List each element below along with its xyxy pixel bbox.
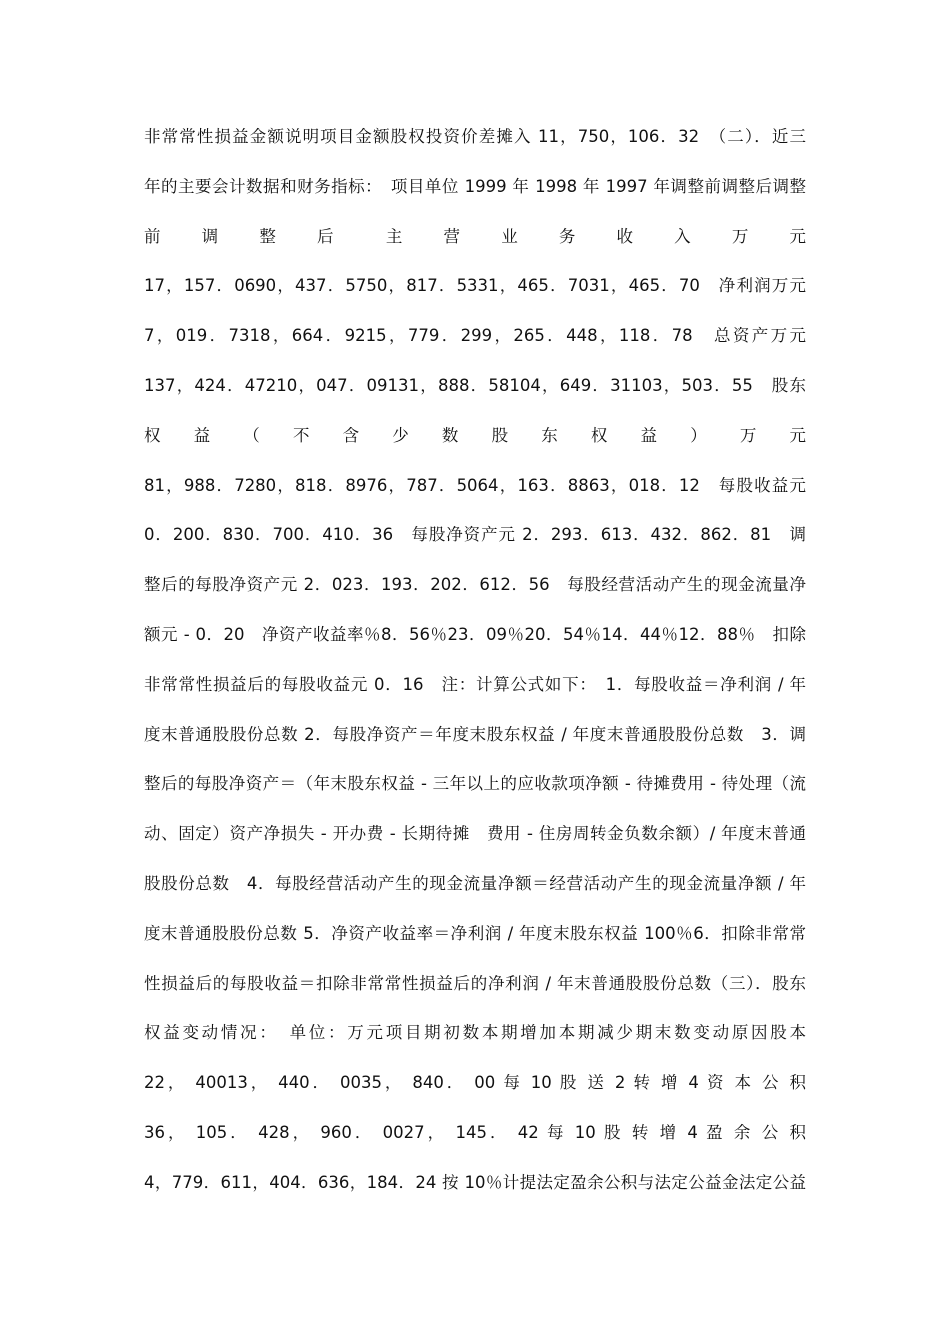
text-line: 整后的每股净资产元 2．023．193．202．612．56 每股经营活动产生的现金流量净 <box>144 575 806 595</box>
text-line: 非常常性损益后的每股收益元 0．16 注：计算公式如下： 1．每股收益＝净利润 / 年 <box>144 674 806 694</box>
text-line: 权 益 （ 不 含 少 数 股 东 权 益 ） 万 元 <box>144 425 806 445</box>
text-line: 0．200．830．700．410．36 每股净资产元 2．293．613．432．862．81 调 <box>144 525 806 545</box>
text-line: 22， 40013， 440． 0035， 840． 00 每 10 股 送 2 转 增 4 资 本 公 积 <box>144 1073 806 1093</box>
text-line: 整后的每股净资产＝（年末股东权益 - 三年以上的应收款项净额 - 待摊费用 - 待处理（流 <box>144 774 806 794</box>
text-line: 额元 - 0．20 净资产收益率％8．56％23．09％20．54％14．44％12．88％ 扣除 <box>144 624 806 644</box>
text-line: 股股份总数 4．每股经营活动产生的现金流量净额＝经营活动产生的现金流量净额 / 年 <box>144 873 806 893</box>
text-line: 36， 105． 428， 960． 0027， 145． 42 每 10 股 转 增 4 盈 余 公 积 <box>144 1122 806 1142</box>
text-line: 年的主要会计数据和财务指标： 项目单位 1999 年 1998 年 1997 年调整前调整后调整 <box>144 176 806 196</box>
text-line: 度末普通股股份总数 2．每股净资产＝年度末股东权益 / 年度末普通股股份总数 3．调 <box>144 724 806 744</box>
text-line: 动、固定）资产净损失 - 开办费 - 长期待摊 费用 - 住房周转金负数余额）/ 年度末普通 <box>144 824 806 844</box>
text-line: 7，019．7318，664．9215，779．299，265．448，118．78 总资产万元 <box>144 326 806 346</box>
text-line: 度末普通股股份总数 5．净资产收益率＝净利润 / 年度末股东权益 100％6．扣除非常常 <box>144 923 806 943</box>
text-line: 权益变动情况： 单位：万元项目期初数本期增加本期减少期末数变动原因股本 <box>144 1023 806 1043</box>
text-line: 前 调 整 后 主 营 业 务 收 入 万 元 <box>144 226 806 246</box>
text-line: 137，424．47210，047．09131，888．58104，649．31103，503．55 股东 <box>144 375 806 395</box>
text-line: 非常常性损益金额说明项目金额股权投资价差摊入 11，750，106．32 （二）．近三 <box>144 127 806 146</box>
body-text <box>144 112 806 1208</box>
text-line: 性损益后的每股收益＝扣除非常常性损益后的净利润 / 年末普通股股份总数（三）．股东 <box>144 973 806 993</box>
text-line: 4，779．611，404．636，184．24 按 10％计提法定盈余公积与法定公益金法定公益 <box>144 1172 806 1192</box>
text-line: 81，988．7280，818．8976，787．5064，163．8863，018．12 每股收益元 <box>144 475 806 495</box>
text-line: 17，157．0690，437．5750，817．5331，465．7031，465．70 净利润万元 <box>144 276 806 296</box>
